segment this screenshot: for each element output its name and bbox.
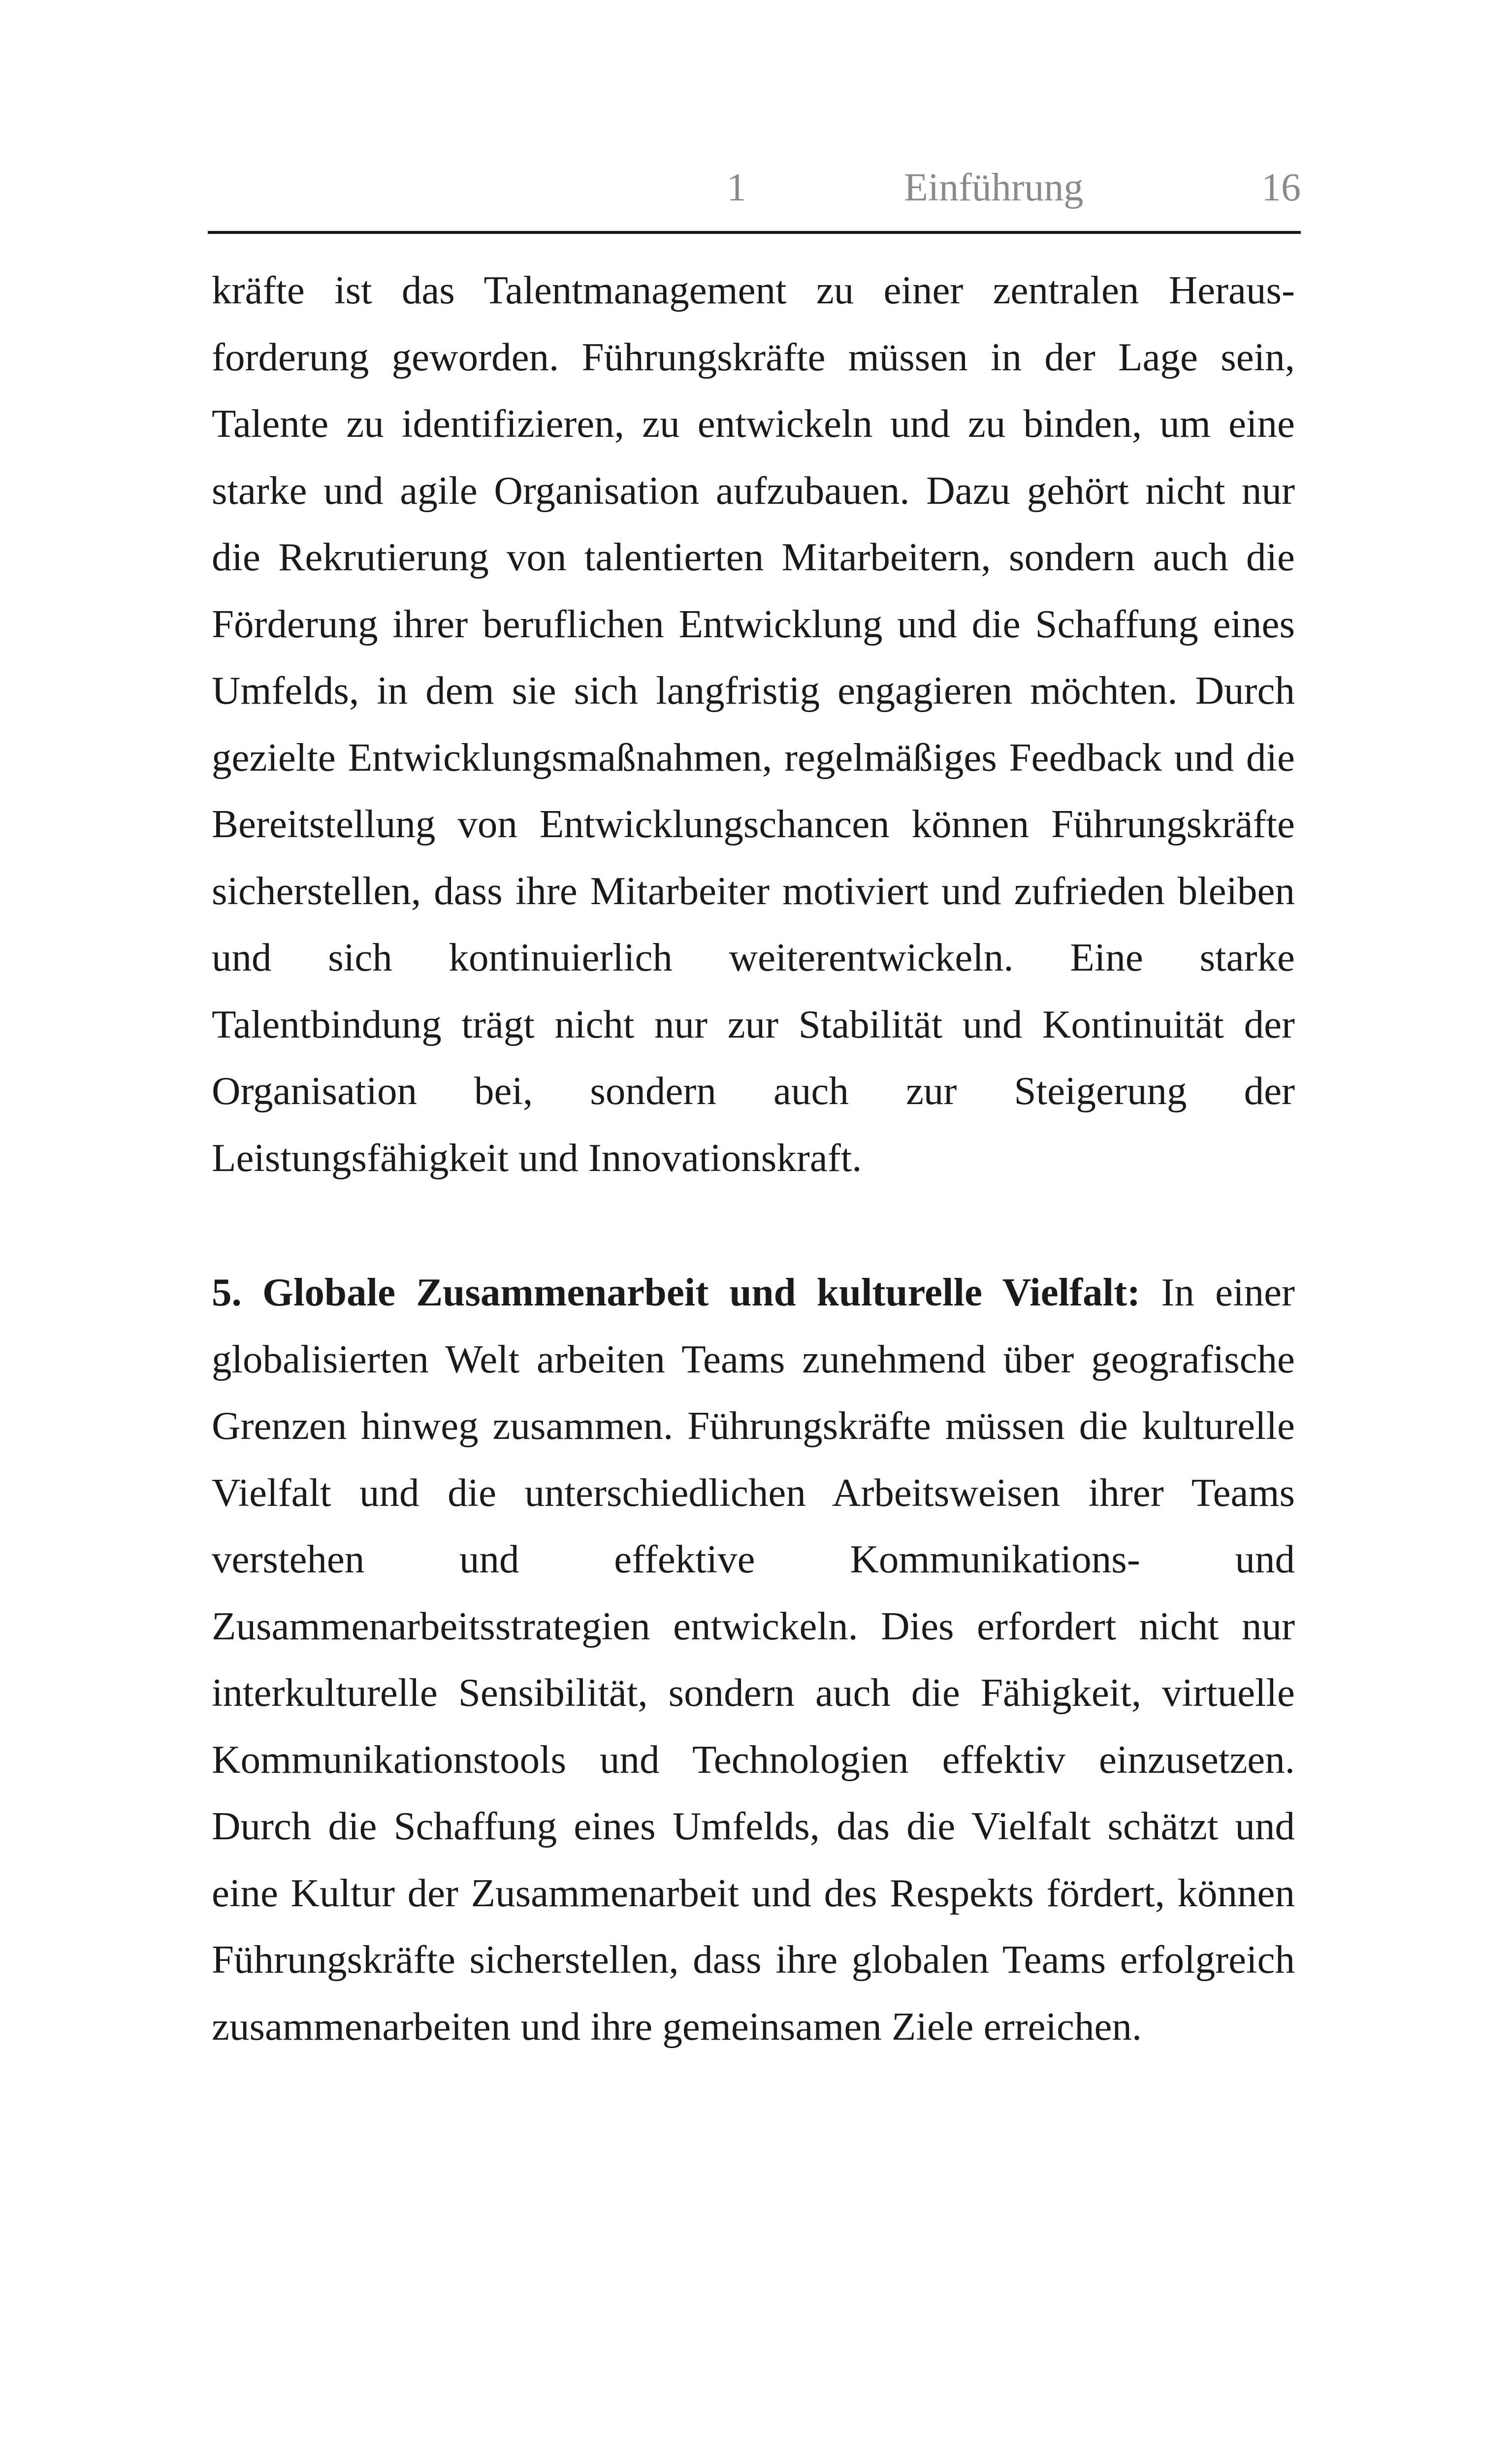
- body-text: [212, 257, 1295, 2060]
- paragraph-text: In einer globalisierten Welt arbeiten Teams zunehmend über geografische Grenzen hinweg zusammen. Führungskräfte müssen die kulturelle Vielfalt und die unterschiedlichen Arbeitsweisen ihrer Teams verstehen und effektive Kommunikations- und Zusammenarbeitsstrategien entwickeln. Dies erfordert nicht nur interkulturelle Sensibilität, sondern auch die Fähigkeit, virtuelle Kommunikationstools und Technologien effektiv einzusetzen. Durch die Schaffung eines Umfelds, das die Vielfalt schätzt und eine Kultur der Zusammenarbeit und des Respekts fördert, können Führungskräfte sicherstellen, dass ihre globalen Teams erfolgreich zusammenarbeiten und ihre gemeinsamen Ziele erreichen.: [212, 1270, 1295, 2049]
- header-page-number: 16: [1261, 166, 1301, 209]
- header-chapter-number: 1: [727, 166, 746, 209]
- header-divider: [208, 231, 1301, 234]
- paragraph-talent-management: [212, 257, 1295, 1191]
- paragraph-text: kräfte ist das Talentmanagement zu einer zentralen Herausforderung geworden. Führungskräfte müssen in der Lage sein, Talente zu identifizieren, zu entwickeln und zu binden, um eine starke und agile Organisation aufzubauen. Dazu gehört nicht nur die Rekrutierung von talentierten Mitarbeitern, sondern auch die Förderung ihrer beruflichen Entwicklung und die Schaffung eines Umfelds, in dem sie sich langfristig engagieren möchten. Durch gezielte Entwicklungsmaßnahmen, regelmäßiges Feedback und die Bereitstellung von Entwicklungschancen können Führungskräfte sicherstellen, dass ihre Mitarbeiter motiviert und zufrieden bleiben und sich kontinuierlich weiterentwickeln. Eine starke Talentbindung trägt nicht nur zur Stabilität und Kontinuität der Organisation bei, sondern auch zur Steigerung der Leistungsfähigkeit und Innovationskraft.: [212, 268, 1295, 1180]
- paragraph-global-collaboration: [212, 1259, 1295, 2060]
- paragraph-heading: 5. Globale Zusammenarbeit und kulturelle Vielfalt:: [212, 1270, 1141, 1314]
- header-chapter-title: Einführung: [904, 166, 1084, 209]
- running-header: [208, 161, 1301, 215]
